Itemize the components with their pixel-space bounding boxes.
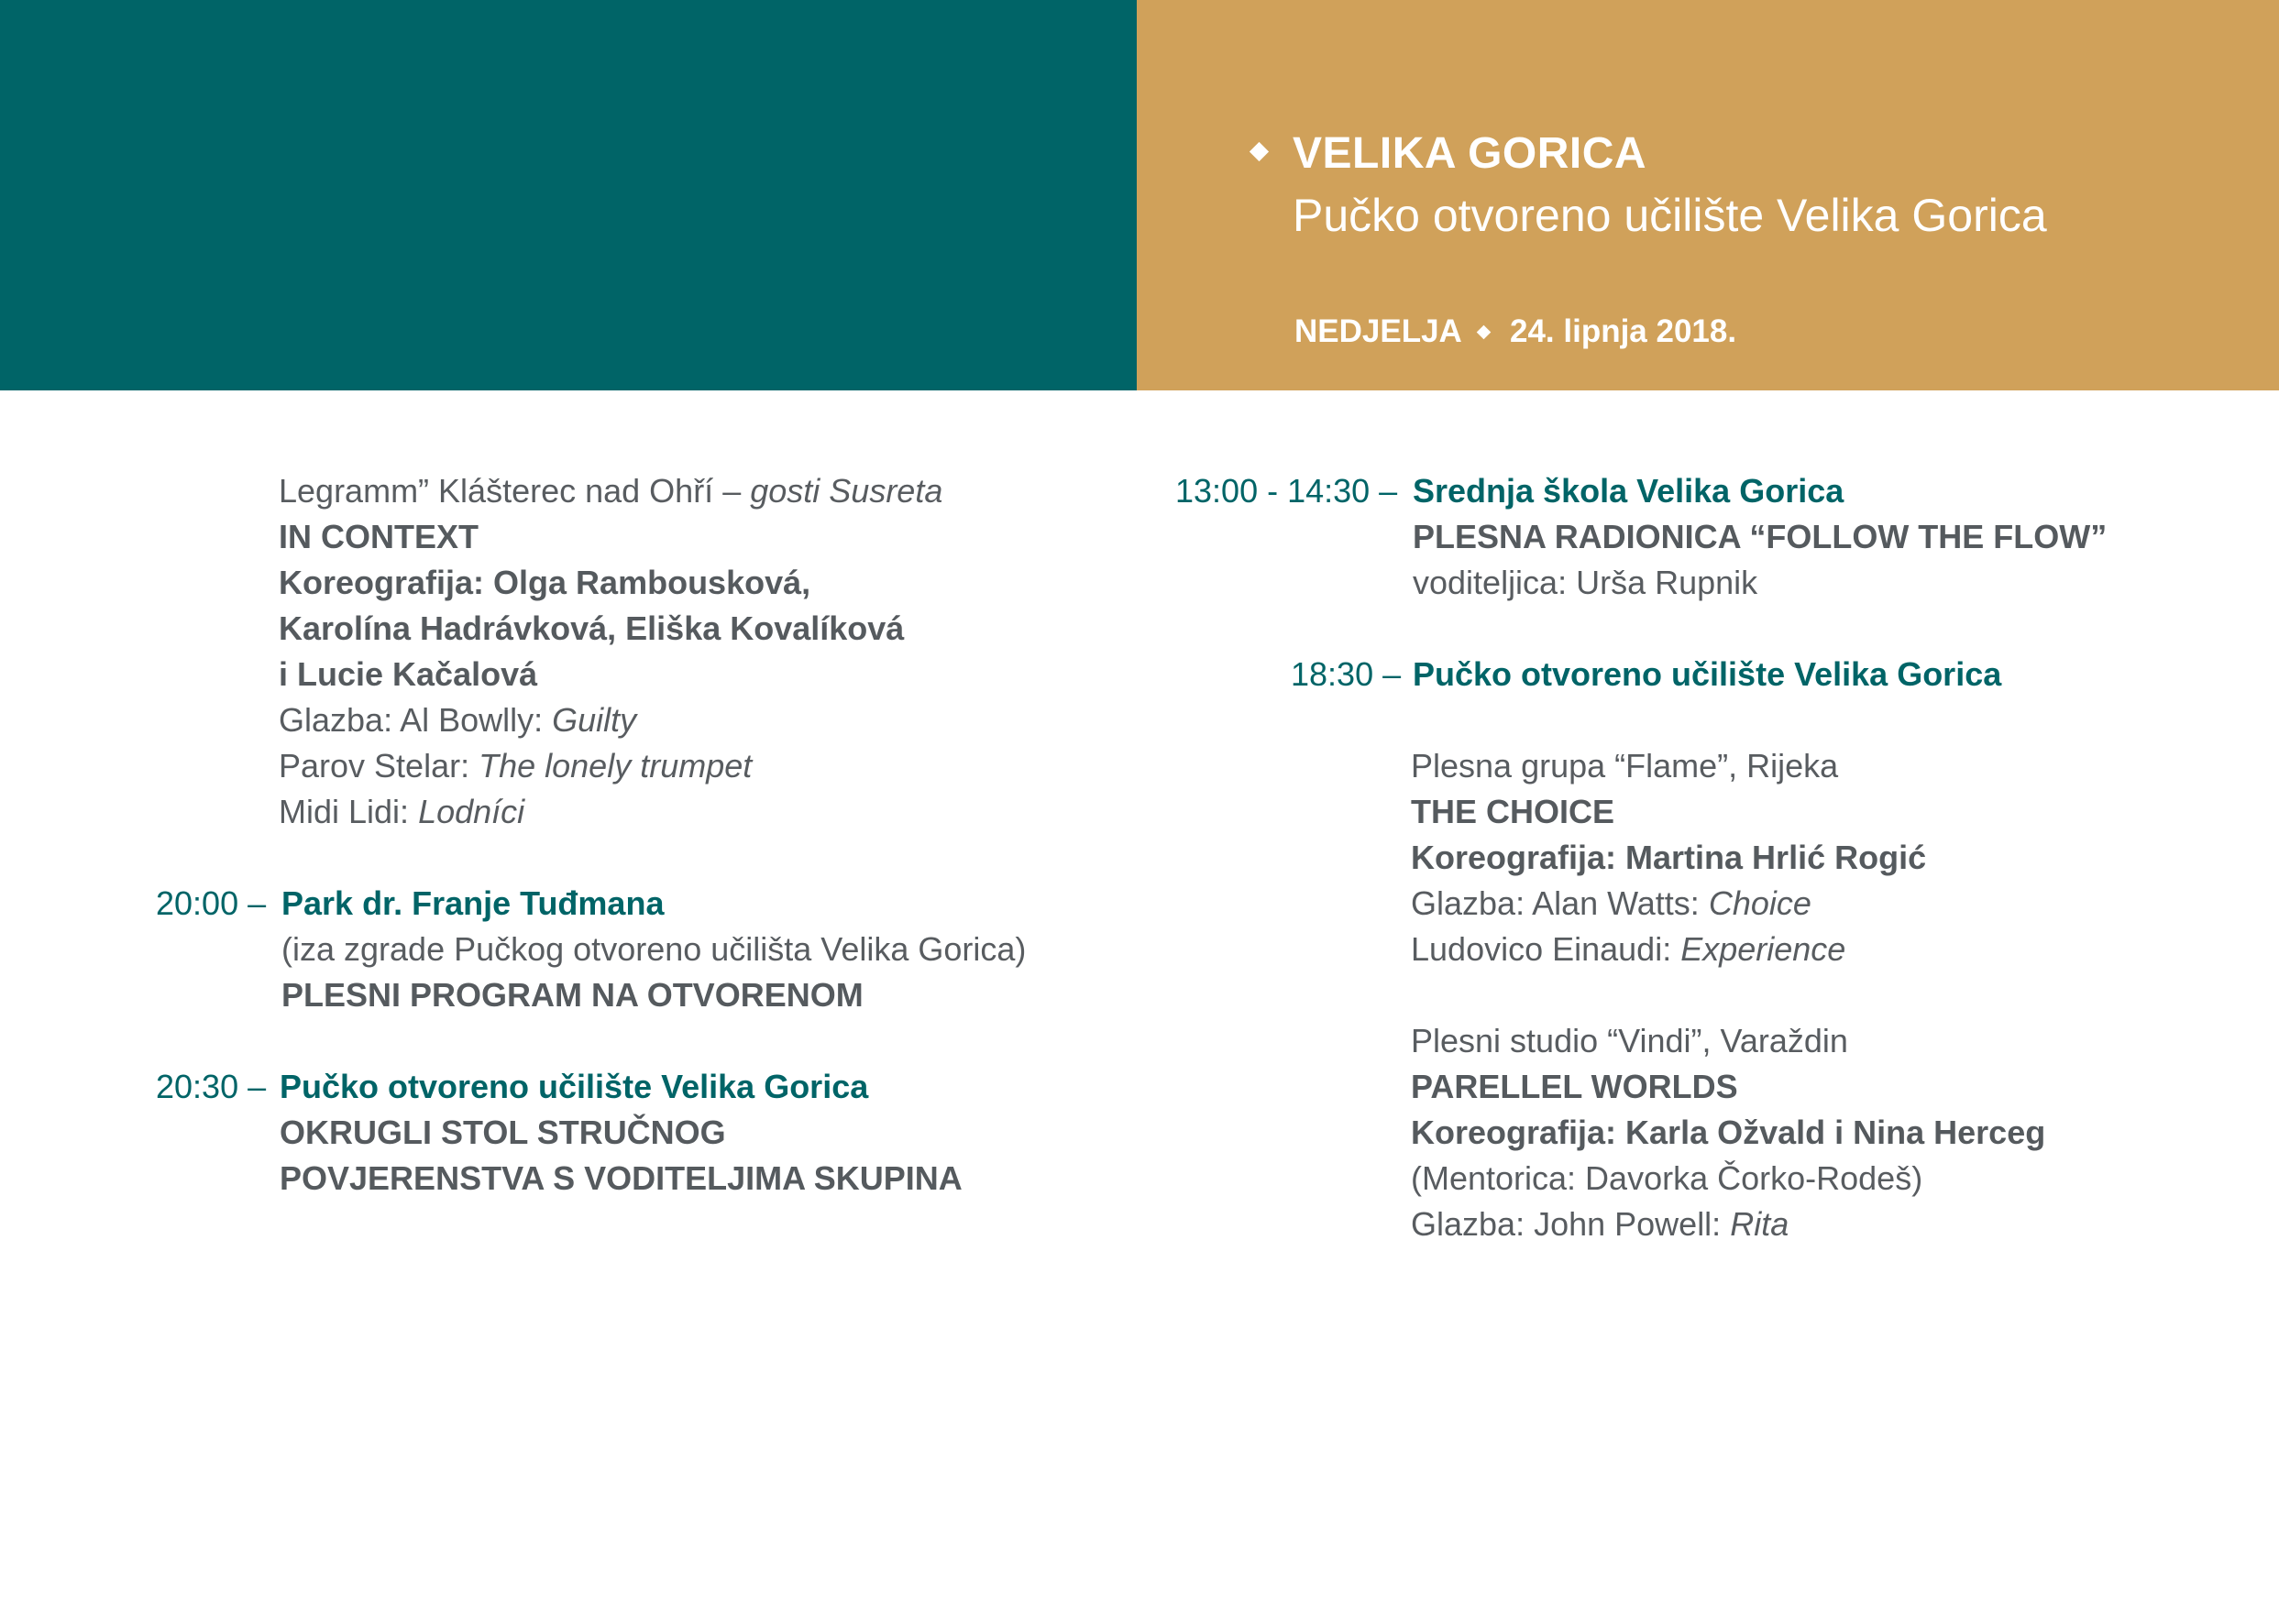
performance-choreography: Koreografija: Martina Hrlić Rogić bbox=[1411, 839, 1927, 876]
performance-choreography: Koreografija: Olga Rambousková, bbox=[279, 564, 811, 601]
event-time: 18:30 – bbox=[1291, 655, 1402, 693]
event-time: 20:00 – bbox=[156, 884, 267, 922]
event-note: (iza zgrade Pučkog otvoreno učilišta Velika Gorica) bbox=[281, 930, 1027, 968]
performance-group: Plesni studio “Vindi”, Varaždin bbox=[1411, 1022, 1848, 1059]
performance-music: Glazba: Alan Watts: Choice bbox=[1411, 884, 1811, 922]
performance-music: Glazba: Al Bowlly: Guilty bbox=[279, 701, 637, 739]
event-lead: voditeljica: Urša Rupnik bbox=[1413, 564, 1758, 601]
performance-choreography: Koreografija: Karla Ožvald i Nina Herceg bbox=[1411, 1114, 2046, 1151]
event-time: 20:30 – bbox=[156, 1068, 267, 1105]
performance-choreography: i Lucie Kačalová bbox=[279, 655, 538, 693]
performance-music: Parov Stelar: The lonely trumpet bbox=[279, 747, 753, 785]
event-venue: Pučko otvoreno učilište Velika Gorica bbox=[280, 1068, 869, 1105]
header-teal-band bbox=[0, 0, 1137, 390]
event-title: POVJERENSTVA S VODITELJIMA SKUPINA bbox=[280, 1159, 963, 1197]
performance-music: Glazba: John Powell: Rita bbox=[1411, 1205, 1789, 1243]
performance-group: Legramm” Klášterec nad Ohří – gosti Susreta bbox=[279, 472, 943, 510]
event-time: 13:00 - 14:30 – bbox=[1175, 472, 1398, 510]
performance-music: Ludovico Einaudi: Experience bbox=[1411, 930, 1846, 968]
event-venue: Park dr. Franje Tuđmana bbox=[281, 884, 665, 922]
event-venue: Pučko otvoreno učilište Velika Gorica bbox=[1413, 655, 2002, 693]
performance-choreography: Karolína Hadrávková, Eliška Kovalíková bbox=[279, 609, 905, 647]
header-venue: Pučko otvoreno učilište Velika Gorica bbox=[1293, 190, 2047, 241]
event-title: OKRUGLI STOL STRUČNOG bbox=[280, 1114, 726, 1151]
header-date: 24. lipnja 2018. bbox=[1510, 313, 1737, 349]
performance-title: IN CONTEXT bbox=[279, 518, 479, 555]
performance-title: THE CHOICE bbox=[1411, 793, 1615, 830]
event-venue: Srednja škola Velika Gorica bbox=[1413, 472, 1844, 510]
header-city: VELIKA GORICA bbox=[1293, 129, 1647, 178]
event-title: PLESNI PROGRAM NA OTVORENOM bbox=[281, 976, 864, 1014]
performance-title: PARELLEL WORLDS bbox=[1411, 1068, 1738, 1105]
performance-mentor: (Mentorica: Davorka Čorko-Rodeš) bbox=[1411, 1159, 1923, 1197]
performance-group: Plesna grupa “Flame”, Rijeka bbox=[1411, 747, 1839, 785]
header-day: NEDJELJA bbox=[1294, 313, 1462, 349]
performance-music: Midi Lidi: Lodníci bbox=[279, 793, 525, 830]
event-title: PLESNA RADIONICA “FOLLOW THE FLOW” bbox=[1413, 518, 2108, 555]
